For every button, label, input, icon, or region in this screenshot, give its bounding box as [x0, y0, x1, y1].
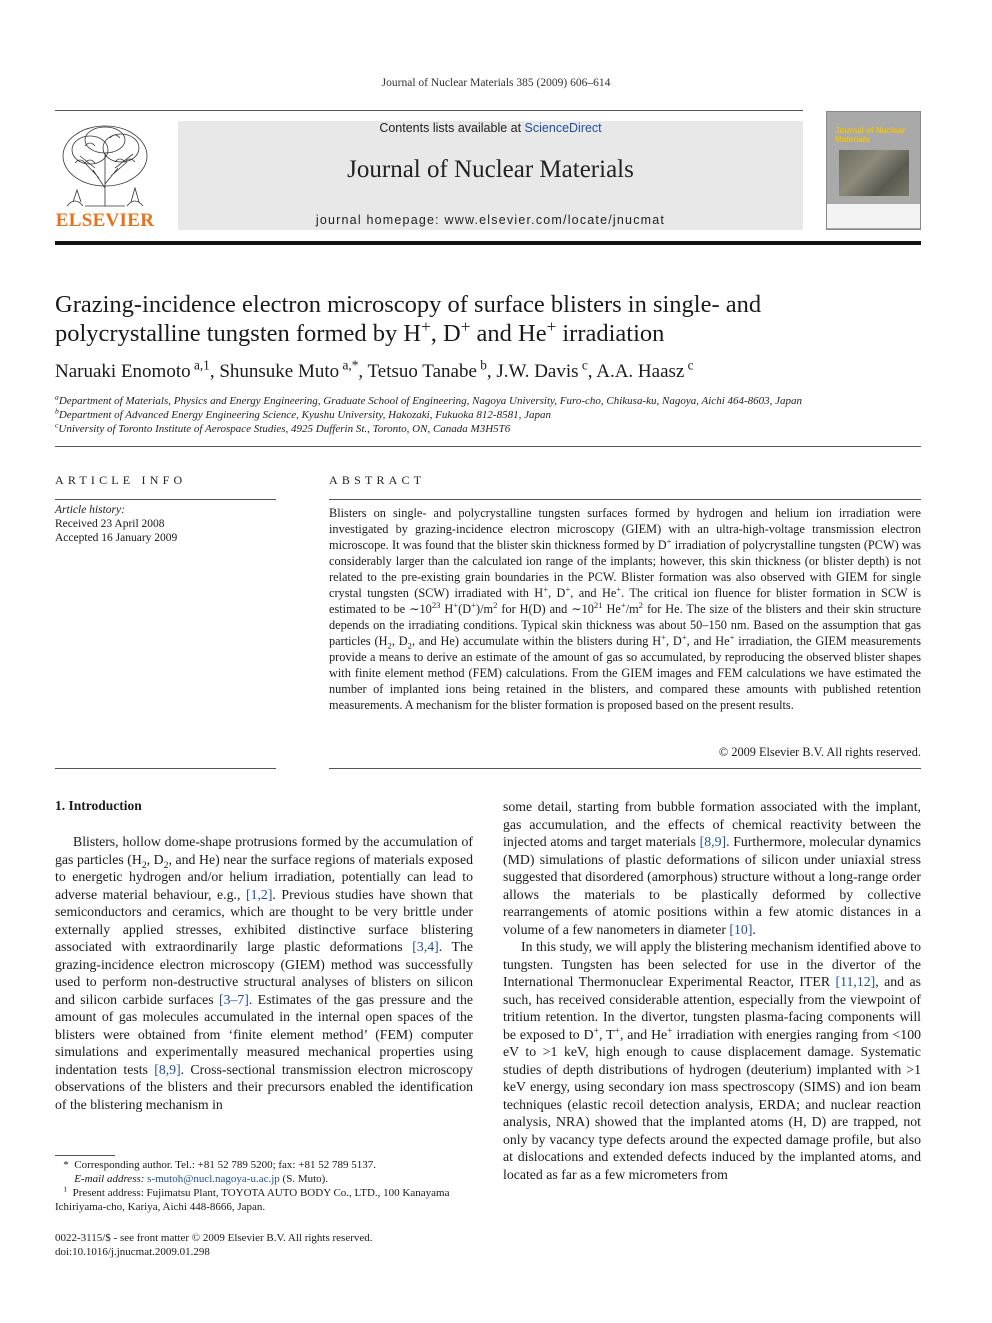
- header-rule: [55, 110, 803, 111]
- author[interactable]: Naruaki Enomoto $^{a,1}$: [55, 357, 210, 382]
- issn-line: 0022-3115/$ - see front matter © 2009 Elsevier B.V. All rights reserved.: [55, 1232, 373, 1244]
- email-note: E-mail address: s-mutoh@nucl.nagoya-u.ac.jp (S. Muto).: [74, 1173, 329, 1185]
- article-title: [55, 290, 935, 348]
- footnotes: [55, 1158, 473, 1214]
- ref-link: [11,12]: [835, 974, 876, 989]
- cover-image: [839, 150, 909, 196]
- author[interactable]: Tetsuo Tanabe $^b$: [367, 357, 487, 382]
- title-line-2: polycrystalline tungsten formed by H+, D+ and He+ irradiation: [55, 316, 665, 347]
- contents-line: [178, 121, 803, 135]
- abstract-bottom-rule: [329, 768, 921, 769]
- article-info-rule: [55, 499, 276, 500]
- author[interactable]: A.A. Haasz $^c$: [596, 357, 694, 382]
- author-list: Naruaki Enomoto $^{a,1}$, Shunsuke Muto $^{a,*}$, Tetsuo Tanabe $^b$, J.W. Davis $^c$, A.A. Haasz $^c$: [55, 357, 694, 382]
- corresponding-author-note: * Corresponding author. Tel.: +81 52 789 5200; fax: +81 52 789 5137.: [63, 1159, 376, 1171]
- header-thick-rule: [55, 241, 921, 245]
- journal-cover: [826, 111, 921, 230]
- affiliation-rule: [55, 446, 921, 447]
- received-date: Received 23 April 2008: [55, 518, 165, 530]
- abstract-heading: ABSTRACT: [329, 473, 426, 487]
- journal-title: Journal of Nuclear Materials: [347, 156, 634, 183]
- accepted-date: Accepted 16 January 2009: [55, 532, 178, 544]
- author[interactable]: Shunsuke Muto $^{a,*}$: [219, 357, 359, 382]
- author[interactable]: J.W. Davis $^c$: [496, 357, 588, 382]
- present-address-note-2: Ichiriyama-cho, Kariya, Aichi 448-8666, Japan.: [55, 1201, 266, 1213]
- journal-homepage[interactable]: journal homepage: www.elsevier.com/locate/jnucmat: [315, 213, 666, 227]
- intro-column-left: Blisters, hollow dome-shape protrusions formed by the accumulation of gas particles ($H_2$, $D_2$, and He) near the surface regions of materials exposed to energetic hydrogen and/or helium irradiation, potentially can lead to adverse material behaviour, e.g., [1,2]. Previous studies have shown that semiconductors and ceramics, which are thought to be very brittle under externally applied stresses, exhibited distinctive surface blistering associated with extraordinarily large plastic deformations [3,4]. The grazing-incidence electron microscopy (GIEM) method was successfully used to perform non-destructive structural analyses of blisters on silicon and silicon carbide surfaces [3–7]. Estimates of the gas pressure and the amount of gas molecules accumulated in the internal open spaces of the blisters were obtained from ‘finite element method’ (FEM) computer simulations and experimentally measured mechanical properties using indentation tests [8,9]. Cross-sectional transmission electron microscopy observations of the blisters and their precursors enabled the identification of the blistering mechanism in: [55, 834, 474, 1112]
- ref-link: [10]: [729, 921, 753, 937]
- doi-line[interactable]: doi:10.1016/j.jnucmat.2009.01.298: [55, 1246, 210, 1258]
- article-info-bottom-rule: [55, 768, 276, 769]
- intro-heading: 1. Introduction: [55, 798, 142, 813]
- abstract-copyright: © 2009 Elsevier B.V. All rights reserved.: [718, 745, 921, 759]
- cover-strip: [827, 204, 920, 228]
- affiliation: $^c$University of Toronto Institute of Aerospace Studies, 4925 Dufferin St., Toronto, ON, Canada M3H5T6: [55, 420, 511, 435]
- journal-citation: Journal of Nuclear Materials 385 (2009) 606–614: [381, 77, 611, 89]
- affiliation: $^b$Department of Advanced Energy Engineering Science, Kyushu University, Hakozaki, Fukuoka 812-8581, Japan: [55, 406, 551, 421]
- affiliation: $^a$Department of Materials, Physics and Energy Engineering, Graduate School of Engineering, Nagoya University, Furo-cho, Chikusa-ku, Nagoya, Aichi 464-8603, Japan: [55, 392, 803, 407]
- ref-link: [1,2]: [245, 886, 273, 902]
- history-label: Article history:: [55, 504, 125, 516]
- abstract-text: Blisters on single- and polycrystalline tungsten surfaces formed by hydrogen and helium ion irradiation were investigated by grazing-incidence electron microscopy (GIEM) with an ultra-high-voltage transmission electron microscope. It was found that the blister skin thickness formed by D+ irradiation of polycrystalline tungsten (PCW) was considerably larger than the calculated ion range of the implants; however, this skin thickness (or blister depth) is not related to the pre-existing grain boundaries in the PCW. Blister formation was also observed with GIEM for single crystal tungsten (SCW) irradiated with H+, D+, and He+. The critical ion fluence for blister formation in SCW is estimated to be $\sim 10^{23}$ $H^+(D^+)/m^2$ for H(D) and $\sim 10^{21}$ $He^+/m^2$ for He. The size of the blisters and their skin structure depends on the irradiating conditions. Typical skin thickness was about 50–150 nm. Based on the assumption that gas particles ($H_2$, $D_2$, and He) accumulate within the blisters during H+, D+, and He+ irradiation, the GIEM measurements provide a means to derive an estimate of the amount of gas so accumulated, by reproducing the observed blister shapes with finite element method (FEM) calculations. From the GIEM images and FEM calculations we have estimated the number of implanted ions being retained in the blisters, and compared these amounts with published retention measurements. A mechanism for the blister formation is proposed based on the present results.: [329, 506, 922, 712]
- cover-title: Journal of Nuclear Materials: [835, 126, 906, 144]
- elsevier-wordmark: ELSEVIER: [55, 210, 155, 231]
- ref-link: [3,4]: [412, 939, 439, 954]
- ref-link: [3–7]: [218, 991, 249, 1007]
- abstract-rule: [329, 499, 921, 500]
- contents-prefix: Contents lists available at: [379, 121, 525, 135]
- ref-link: [8,9]: [699, 834, 727, 849]
- ref-link: [8,9]: [154, 1061, 181, 1077]
- sciencedirect-link[interactable]: ScienceDirect: [524, 121, 602, 135]
- intro-column-right: some detail, starting from bubble formation associated with the implant, gas accumulation, and the effects of chemical reactivity between the injected atoms and target materials [8,9]. Furthermore, molecular dynamics (MD) simulations of plastic deformations of silicon under uniaxial stress suggested that disordered (amorphous) structure without a long-range order allows the materials to be plastically deformed by collective rearrangements of atomic positions within a few atomic distances in a volume of a few nanometers in diameter [10]. In this study, we will apply the blistering mechanism identified above to tungsten. Tungsten has been selected for use in the divertor of the International Thermonuclear Experimental Reactor, ITER [11,12], and as such, has received considerable attention, especially from the viewpoint of tritium retention. In the divertor, tungsten plasma-facing components will be exposed to D+, T+, and He+ irradiation with energies ranging from <100 eV to >1 keV, high enough to cause displacement damage. Systematic studies of depth distributions of hydrogen (deuterium) implanted with >1 keV energy, using secondary ion mass spectroscopy (SIMS) and ion beam techniques (elastic recoil detection analysis, ERDA; and nuclear reaction analysis, NRA) showed that the implanted atoms (H, D) are trapped, not only by vacancy type defects around the expected damage profile, but also at dislocations and extended defects induced by the implanted atoms, and located as far as a few micrometers from: [503, 799, 921, 1182]
- footnote-rule: [55, 1155, 115, 1156]
- present-address-note: $^1$ Present address: Fujimatsu Plant, TOYOTA AUTO BODY Co., LTD., 100 Kanayama: [63, 1184, 450, 1199]
- article-info-heading: ARTICLE INFO: [55, 473, 187, 487]
- title-line-1: Grazing-incidence electron microscopy of surface blisters in single- and: [55, 291, 762, 318]
- email-link[interactable]: s-mutoh@nucl.nagoya-u.ac.jp: [147, 1173, 280, 1185]
